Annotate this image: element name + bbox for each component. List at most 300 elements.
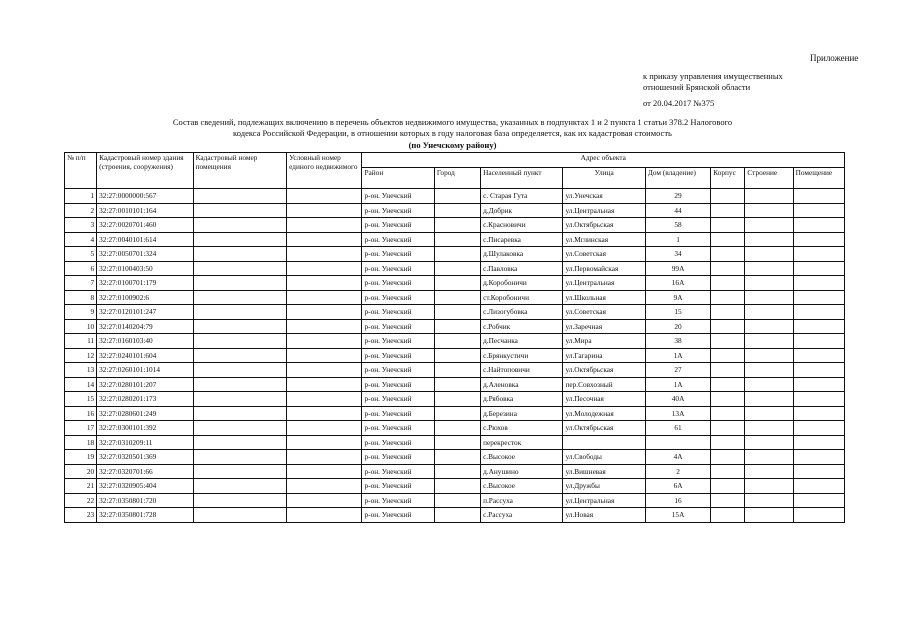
room-cadastral-cell <box>193 493 286 508</box>
room-cadastral-cell <box>193 450 286 465</box>
building-cell <box>745 261 793 276</box>
city-cell <box>434 261 480 276</box>
street-cell <box>563 435 645 450</box>
korpus-cell <box>711 479 745 494</box>
room-cadastral-cell <box>193 290 286 305</box>
conditional-number-cell <box>287 203 362 218</box>
korpus-cell <box>711 363 745 378</box>
cadastral-number-cell: 32:27:0320905:404 <box>97 479 193 494</box>
room-cell <box>793 290 844 305</box>
row-number-cell: 7 <box>65 276 97 291</box>
row-number-cell: 10 <box>65 319 97 334</box>
settlement-cell: с.Рюхов <box>481 421 563 436</box>
street-cell: ул.Молодежная <box>563 406 645 421</box>
district-cell: р-он. Унечский <box>362 392 434 407</box>
district-cell: р-он. Унечский <box>362 464 434 479</box>
col-header-street: Улица <box>563 168 645 189</box>
street-cell: ул.Центральная <box>563 493 645 508</box>
room-cell <box>793 421 844 436</box>
cadastral-number-cell: 32:27:0320701:66 <box>97 464 193 479</box>
street-cell: ул.Октябрьская <box>563 218 645 233</box>
korpus-cell <box>711 305 745 320</box>
room-cadastral-cell <box>193 479 286 494</box>
cadastral-number-cell: 32:27:0100701:179 <box>97 276 193 291</box>
house-cell: 1 <box>645 232 710 247</box>
street-cell: пер.Совхозный <box>563 377 645 392</box>
conditional-number-cell <box>287 348 362 363</box>
conditional-number-cell <box>287 319 362 334</box>
city-cell <box>434 464 480 479</box>
room-cell <box>793 406 844 421</box>
building-cell <box>745 276 793 291</box>
row-number-cell: 6 <box>65 261 97 276</box>
district-cell: р-он. Унечский <box>362 334 434 349</box>
room-cell <box>793 493 844 508</box>
table-row <box>65 290 845 305</box>
korpus-cell <box>711 392 745 407</box>
document-title-line1: Состав сведений, подлежащих включению в перечень объектов недвижимого имущества, указанных в подпунктах 1 и 2 пункта 1 статьи 378.2 Налогового <box>172 117 733 127</box>
cadastral-number-cell: 32:27:0160103:40 <box>97 334 193 349</box>
district-cell: р-он. Унечский <box>362 247 434 262</box>
conditional-number-cell <box>287 189 362 204</box>
order-reference-line2: отношений Брянской области <box>643 82 751 92</box>
street-cell: ул.Первомайская <box>563 261 645 276</box>
korpus-cell <box>711 290 745 305</box>
house-cell: 6А <box>645 479 710 494</box>
cadastral-number-cell: 32:27:0140204:79 <box>97 319 193 334</box>
room-cell <box>793 479 844 494</box>
city-cell <box>434 218 480 233</box>
room-cell <box>793 218 844 233</box>
house-cell: 40А <box>645 392 710 407</box>
row-number-cell: 19 <box>65 450 97 465</box>
room-cell <box>793 450 844 465</box>
city-cell <box>434 334 480 349</box>
table-row <box>65 319 845 334</box>
korpus-cell <box>711 247 745 262</box>
room-cadastral-cell <box>193 392 286 407</box>
room-cell <box>793 203 844 218</box>
korpus-cell <box>711 421 745 436</box>
cadastral-number-cell: 32:27:0280101:207 <box>97 377 193 392</box>
street-cell: ул.Советская <box>563 305 645 320</box>
room-cell <box>793 189 844 204</box>
house-cell: 99А <box>645 261 710 276</box>
col-header-house: Дом (владение) <box>645 168 710 189</box>
table-row <box>65 247 845 262</box>
room-cadastral-cell <box>193 232 286 247</box>
row-number-cell: 12 <box>65 348 97 363</box>
building-cell <box>745 203 793 218</box>
table-row <box>65 450 845 465</box>
col-header-cad-building: Кадастровый номер здания (строения, сооружения) <box>97 153 193 189</box>
conditional-number-cell <box>287 392 362 407</box>
room-cadastral-cell <box>193 189 286 204</box>
street-cell: ул.Мира <box>563 334 645 349</box>
table-row <box>65 435 845 450</box>
district-cell: р-он. Унечский <box>362 450 434 465</box>
table-row <box>65 261 845 276</box>
settlement-cell: с.Высокое <box>481 479 563 494</box>
house-cell: 29 <box>645 189 710 204</box>
room-cadastral-cell <box>193 406 286 421</box>
korpus-cell <box>711 232 745 247</box>
street-cell: ул.Свободы <box>563 450 645 465</box>
real-estate-objects-table <box>64 152 845 523</box>
cadastral-number-cell: 32:27:0240101:604 <box>97 348 193 363</box>
building-cell <box>745 305 793 320</box>
house-cell: 16А <box>645 276 710 291</box>
building-cell <box>745 247 793 262</box>
district-cell: р-он. Унечский <box>362 290 434 305</box>
building-cell <box>745 421 793 436</box>
house-cell: 9А <box>645 290 710 305</box>
col-header-conditional-number: Условный номер единого недвижимого <box>287 153 362 189</box>
col-header-cad-room: Кадастровый номер помещения <box>193 153 286 189</box>
settlement-cell: ст.Коробоничи <box>481 290 563 305</box>
col-header-building: Строение <box>745 168 793 189</box>
city-cell <box>434 348 480 363</box>
city-cell <box>434 247 480 262</box>
cadastral-number-cell: 32:27:0300101:392 <box>97 421 193 436</box>
cadastral-number-cell: 32:27:0100403:50 <box>97 261 193 276</box>
settlement-cell: с.Писаревка <box>481 232 563 247</box>
house-cell: 34 <box>645 247 710 262</box>
building-cell <box>745 406 793 421</box>
room-cadastral-cell <box>193 247 286 262</box>
district-cell: р-он. Унечский <box>362 421 434 436</box>
building-cell <box>745 493 793 508</box>
table-row <box>65 348 845 363</box>
table-row <box>65 464 845 479</box>
room-cadastral-cell <box>193 218 286 233</box>
table-row <box>65 218 845 233</box>
room-cell <box>793 392 844 407</box>
house-cell: 16 <box>645 493 710 508</box>
settlement-cell: с.Рассуха <box>481 508 563 523</box>
row-number-cell: 17 <box>65 421 97 436</box>
conditional-number-cell <box>287 450 362 465</box>
table-row <box>65 377 845 392</box>
city-cell <box>434 232 480 247</box>
city-cell <box>434 203 480 218</box>
korpus-cell <box>711 464 745 479</box>
settlement-cell: с.Красновичи <box>481 218 563 233</box>
house-cell: 4А <box>645 450 710 465</box>
settlement-cell: д.Аленовка <box>481 377 563 392</box>
house-cell: 58 <box>645 218 710 233</box>
col-header-address: Адрес объекта <box>362 153 845 168</box>
row-number-cell: 11 <box>65 334 97 349</box>
conditional-number-cell <box>287 464 362 479</box>
building-cell <box>745 363 793 378</box>
house-cell: 20 <box>645 319 710 334</box>
conditional-number-cell <box>287 290 362 305</box>
table-row <box>65 421 845 436</box>
table-row <box>65 203 845 218</box>
city-cell <box>434 508 480 523</box>
settlement-cell: д.Рябовка <box>481 392 563 407</box>
cadastral-number-cell: 32:27:0280601:249 <box>97 406 193 421</box>
table-body <box>65 189 845 523</box>
district-cell: р-он. Унечский <box>362 377 434 392</box>
cadastral-number-cell: 32:27:0350801:728 <box>97 508 193 523</box>
korpus-cell <box>711 348 745 363</box>
room-cell <box>793 276 844 291</box>
house-cell: 13А <box>645 406 710 421</box>
settlement-cell: с.Брянкустичи <box>481 348 563 363</box>
building-cell <box>745 450 793 465</box>
room-cadastral-cell <box>193 464 286 479</box>
conditional-number-cell <box>287 232 362 247</box>
district-cell: р-он. Унечский <box>362 479 434 494</box>
col-header-num: № п/п <box>65 153 97 189</box>
room-cell <box>793 247 844 262</box>
room-cell <box>793 334 844 349</box>
room-cadastral-cell <box>193 435 286 450</box>
street-cell: ул.Заречная <box>563 319 645 334</box>
conditional-number-cell <box>287 508 362 523</box>
district-cell: р-он. Унечский <box>362 189 434 204</box>
settlement-cell: с.Лизогубовка <box>481 305 563 320</box>
document-subtitle-district: (по Унечскому району) <box>408 140 497 150</box>
street-cell: ул.Песочная <box>563 392 645 407</box>
settlement-cell: д.Песчанка <box>481 334 563 349</box>
korpus-cell <box>711 493 745 508</box>
row-number-cell: 13 <box>65 363 97 378</box>
house-cell: 15 <box>645 305 710 320</box>
order-reference-line1: к приказу управления имущественных <box>643 71 783 81</box>
city-cell <box>434 276 480 291</box>
city-cell <box>434 319 480 334</box>
settlement-cell: д.Анушино <box>481 464 563 479</box>
conditional-number-cell <box>287 479 362 494</box>
table-row <box>65 493 845 508</box>
settlement-cell: д.Добрик <box>481 203 563 218</box>
conditional-number-cell <box>287 377 362 392</box>
cadastral-number-cell: 32:27:0040101:614 <box>97 232 193 247</box>
table-row <box>65 508 845 523</box>
row-number-cell: 4 <box>65 232 97 247</box>
room-cadastral-cell <box>193 305 286 320</box>
district-cell: р-он. Унечский <box>362 348 434 363</box>
row-number-cell: 20 <box>65 464 97 479</box>
row-number-cell: 1 <box>65 189 97 204</box>
city-cell <box>434 392 480 407</box>
house-cell: 2 <box>645 464 710 479</box>
row-number-cell: 3 <box>65 218 97 233</box>
col-header-korpus: Корпус <box>711 168 745 189</box>
table-row <box>65 232 845 247</box>
district-cell: р-он. Унечский <box>362 203 434 218</box>
street-cell: ул.Дружбы <box>563 479 645 494</box>
building-cell <box>745 189 793 204</box>
row-number-cell: 21 <box>65 479 97 494</box>
room-cadastral-cell <box>193 334 286 349</box>
conditional-number-cell <box>287 218 362 233</box>
korpus-cell <box>711 203 745 218</box>
street-cell: ул.Центральная <box>563 276 645 291</box>
house-cell: 44 <box>645 203 710 218</box>
street-cell: ул.Мглинская <box>563 232 645 247</box>
cadastral-number-cell: 32:27:0050701:324 <box>97 247 193 262</box>
city-cell <box>434 305 480 320</box>
district-cell: р-он. Унечский <box>362 305 434 320</box>
room-cell <box>793 508 844 523</box>
conditional-number-cell <box>287 334 362 349</box>
settlement-cell: д.Березина <box>481 406 563 421</box>
table-row <box>65 479 845 494</box>
city-cell <box>434 377 480 392</box>
city-cell <box>434 363 480 378</box>
room-cadastral-cell <box>193 261 286 276</box>
city-cell <box>434 189 480 204</box>
conditional-number-cell <box>287 261 362 276</box>
korpus-cell <box>711 435 745 450</box>
street-cell: ул.Советская <box>563 247 645 262</box>
street-cell: ул.Гагарина <box>563 348 645 363</box>
building-cell <box>745 392 793 407</box>
document-title-line2: кодекса Российской Федерации, в отношении которых в году налоговая база определяется, как их кадастровая стоимость <box>233 128 672 138</box>
korpus-cell <box>711 450 745 465</box>
cadastral-number-cell: 32:27:0100902:6 <box>97 290 193 305</box>
room-cadastral-cell <box>193 377 286 392</box>
conditional-number-cell <box>287 276 362 291</box>
order-date-number: от 20.04.2017 №375 <box>643 98 715 108</box>
row-number-cell: 8 <box>65 290 97 305</box>
city-cell <box>434 406 480 421</box>
building-cell <box>745 334 793 349</box>
building-cell <box>745 319 793 334</box>
col-header-city: Город <box>434 168 480 189</box>
room-cadastral-cell <box>193 508 286 523</box>
table-header-row <box>65 153 845 168</box>
district-cell: р-он. Унечский <box>362 276 434 291</box>
korpus-cell <box>711 377 745 392</box>
house-cell: 38 <box>645 334 710 349</box>
table-row <box>65 406 845 421</box>
street-cell: ул.Октябрьская <box>563 421 645 436</box>
settlement-cell: перекресток <box>481 435 563 450</box>
room-cadastral-cell <box>193 421 286 436</box>
building-cell <box>745 377 793 392</box>
street-cell: ул.Октябрьская <box>563 363 645 378</box>
cadastral-number-cell: 32:27:0260101:1014 <box>97 363 193 378</box>
district-cell: р-он. Унечский <box>362 493 434 508</box>
room-cadastral-cell <box>193 348 286 363</box>
appendix-label: Приложение <box>810 53 859 63</box>
cadastral-number-cell: 32:27:0320501:369 <box>97 450 193 465</box>
settlement-cell: д.Шулаковка <box>481 247 563 262</box>
street-cell: ул.Вишневая <box>563 464 645 479</box>
room-cell <box>793 435 844 450</box>
building-cell <box>745 464 793 479</box>
district-cell: р-он. Унечский <box>362 435 434 450</box>
settlement-cell: с.Робчик <box>481 319 563 334</box>
row-number-cell: 14 <box>65 377 97 392</box>
room-cell <box>793 305 844 320</box>
district-cell: р-он. Унечский <box>362 232 434 247</box>
row-number-cell: 2 <box>65 203 97 218</box>
street-cell: ул.Школьная <box>563 290 645 305</box>
district-cell: р-он. Унечский <box>362 508 434 523</box>
district-cell: р-он. Унечский <box>362 319 434 334</box>
row-number-cell: 22 <box>65 493 97 508</box>
korpus-cell <box>711 508 745 523</box>
room-cadastral-cell <box>193 203 286 218</box>
cadastral-number-cell: 32:27:0350801:720 <box>97 493 193 508</box>
district-cell: р-он. Унечский <box>362 218 434 233</box>
korpus-cell <box>711 334 745 349</box>
house-cell: 15А <box>645 508 710 523</box>
room-cadastral-cell <box>193 319 286 334</box>
table-row <box>65 276 845 291</box>
row-number-cell: 16 <box>65 406 97 421</box>
room-cell <box>793 377 844 392</box>
cadastral-number-cell: 32:27:0120101:247 <box>97 305 193 320</box>
house-cell: 27 <box>645 363 710 378</box>
house-cell <box>645 435 710 450</box>
city-cell <box>434 493 480 508</box>
settlement-cell: п.Рассуха <box>481 493 563 508</box>
city-cell <box>434 450 480 465</box>
city-cell <box>434 421 480 436</box>
building-cell <box>745 290 793 305</box>
korpus-cell <box>711 319 745 334</box>
room-cell <box>793 464 844 479</box>
conditional-number-cell <box>287 247 362 262</box>
col-header-settlement: Населенный пункт <box>481 168 563 189</box>
city-cell <box>434 435 480 450</box>
settlement-cell: с.Высокое <box>481 450 563 465</box>
street-cell: ул.Центральная <box>563 203 645 218</box>
conditional-number-cell <box>287 435 362 450</box>
district-cell: р-он. Унечский <box>362 261 434 276</box>
korpus-cell <box>711 189 745 204</box>
conditional-number-cell <box>287 493 362 508</box>
house-cell: 1А <box>645 348 710 363</box>
district-cell: р-он. Унечский <box>362 363 434 378</box>
house-cell: 61 <box>645 421 710 436</box>
col-header-district: Район <box>362 168 434 189</box>
table-row <box>65 392 845 407</box>
korpus-cell <box>711 218 745 233</box>
col-header-room: Помещение <box>793 168 844 189</box>
korpus-cell <box>711 276 745 291</box>
settlement-cell: с. Старая Гута <box>481 189 563 204</box>
row-number-cell: 9 <box>65 305 97 320</box>
building-cell <box>745 348 793 363</box>
row-number-cell: 18 <box>65 435 97 450</box>
room-cell <box>793 348 844 363</box>
row-number-cell: 15 <box>65 392 97 407</box>
street-cell: ул.Унечская <box>563 189 645 204</box>
room-cell <box>793 232 844 247</box>
conditional-number-cell <box>287 363 362 378</box>
building-cell <box>745 479 793 494</box>
room-cell <box>793 319 844 334</box>
table-row <box>65 305 845 320</box>
house-cell: 1А <box>645 377 710 392</box>
conditional-number-cell <box>287 305 362 320</box>
korpus-cell <box>711 406 745 421</box>
room-cadastral-cell <box>193 276 286 291</box>
settlement-cell: с.Найтоповичи <box>481 363 563 378</box>
cadastral-number-cell: 32:27:0000000:567 <box>97 189 193 204</box>
cadastral-number-cell: 32:27:0010101:164 <box>97 203 193 218</box>
street-cell: ул.Новая <box>563 508 645 523</box>
district-cell: р-он. Унечский <box>362 406 434 421</box>
